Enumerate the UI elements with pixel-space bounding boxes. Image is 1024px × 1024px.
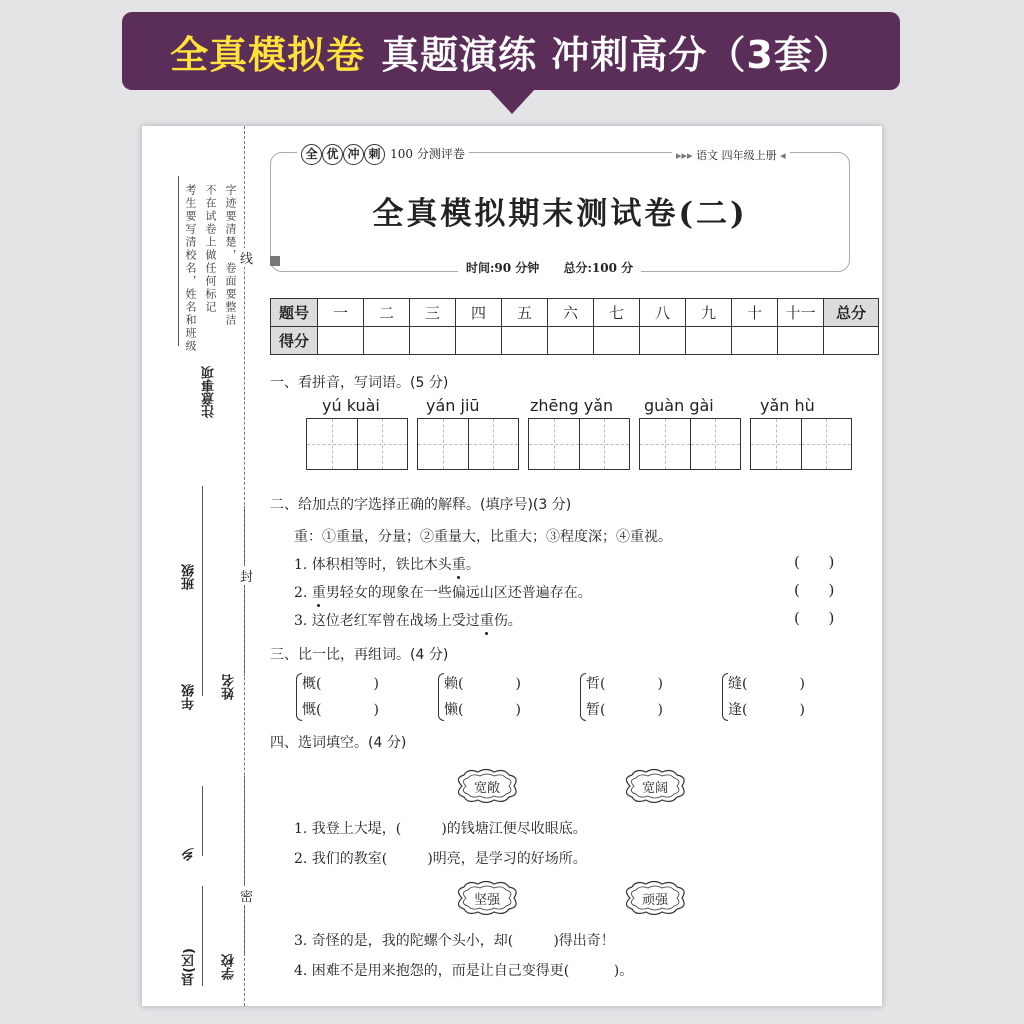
county-label: 县(区)	[182, 948, 197, 986]
school-label: 学校	[222, 954, 237, 980]
pinyin-3: zhēng yǎn	[530, 396, 614, 415]
q4-item-2: 2. 我们的教室( )明亮，是学习的好场所。	[294, 851, 587, 867]
score-col: 九	[686, 299, 732, 327]
q4-item-3: 3. 奇怪的是，我的陀螺个头小，却( )得出奇！	[294, 933, 615, 949]
exam-title: 全真模拟期末测试卷(二)	[372, 196, 748, 232]
q2-definition: 重：①重量，分量；②重量大，比重大；③程度深；④重视。	[294, 529, 672, 545]
township-field[interactable]	[202, 786, 203, 856]
exam-total: 总分:100 分	[563, 261, 634, 275]
score-col: 十	[732, 299, 778, 327]
score-col: 十一	[778, 299, 824, 327]
score-col: 四	[456, 299, 502, 327]
notice-label: 注意事项	[202, 366, 217, 418]
pinyin-5: yǎn hù	[760, 396, 815, 415]
score-cell[interactable]	[594, 327, 640, 355]
q1-title: 一、看拼音，写词语。(5 分)	[270, 375, 449, 391]
notice-line-3: 字迹要清楚，卷面要整洁	[224, 184, 237, 327]
score-row-label: 题号	[271, 299, 318, 327]
score-cell[interactable]	[824, 327, 879, 355]
score-col: 三	[410, 299, 456, 327]
promo-banner	[122, 12, 900, 90]
county-field[interactable]	[202, 886, 203, 986]
notice-line-1: 考生要写清校名，姓名和班级	[184, 184, 197, 353]
writing-grid[interactable]	[417, 418, 519, 470]
class-field[interactable]	[202, 486, 203, 636]
score-cell[interactable]	[502, 327, 548, 355]
pinyin-2: yán jiū	[426, 396, 480, 415]
word-option: 宽阔	[641, 781, 668, 796]
score-col: 一	[318, 299, 364, 327]
q2-item-1: 1. 体积相等时，铁比木头重。	[294, 557, 480, 573]
score-col: 六	[548, 299, 594, 327]
exam-time: 时间:90 分钟	[466, 261, 540, 275]
score-total-label: 总分	[824, 299, 879, 327]
q4-title: 四、选词填空。(4 分)	[270, 735, 407, 751]
compare-pair: 概( ) 慨( )	[296, 671, 379, 723]
line-char: 线	[240, 248, 253, 267]
score-cell[interactable]	[686, 327, 732, 355]
writing-grid[interactable]	[528, 418, 630, 470]
header-corner-mark	[270, 256, 280, 266]
writing-grid[interactable]	[306, 418, 408, 470]
left-arrow-icon: ◂	[780, 149, 786, 162]
score-cell[interactable]	[778, 327, 824, 355]
banner-highlight: 全真模拟卷	[170, 32, 366, 77]
score-cell[interactable]	[318, 327, 364, 355]
writing-grid[interactable]	[639, 418, 741, 470]
score-col: 五	[502, 299, 548, 327]
word-option-cloud	[620, 880, 690, 916]
q4-item-1: 1. 我登上大堤，( )的钱塘江便尽收眼底。	[294, 821, 587, 837]
grade-label: 年级	[182, 684, 197, 710]
q2-item-3: 3. 这位老红军曾在战场上受过重伤。	[294, 613, 522, 629]
series-chip: 全	[301, 144, 322, 165]
score-col: 八	[640, 299, 686, 327]
subject-label: 语文 四年级上册	[696, 149, 777, 162]
mi-char: 密	[240, 886, 253, 905]
answer-paren[interactable]: ( )	[794, 609, 835, 627]
seal-char: 封	[240, 566, 253, 585]
score-row-label: 得分	[271, 327, 318, 355]
score-value-row	[271, 327, 879, 355]
grade-field[interactable]	[202, 626, 203, 696]
q2-title: 二、给加点的字选择正确的解释。(填序号)(3 分)	[270, 497, 572, 513]
word-option-cloud	[452, 880, 522, 916]
banner-pointer	[488, 88, 536, 114]
word-option-cloud	[452, 768, 522, 804]
series-chip: 优	[322, 144, 343, 165]
series-label: 100 分测评卷	[390, 147, 465, 161]
township-label: 乡	[182, 848, 197, 861]
series-tag	[297, 143, 469, 165]
name-label: 姓名	[222, 674, 237, 700]
score-cell[interactable]	[548, 327, 594, 355]
series-chip: 冲	[343, 144, 364, 165]
subject-tag	[672, 147, 790, 163]
series-chip: 刺	[364, 144, 385, 165]
class-label: 班级	[182, 564, 197, 590]
pinyin-1: yú kuài	[322, 396, 380, 415]
compare-pair: 赖( ) 懒( )	[438, 671, 521, 723]
score-cell[interactable]	[456, 327, 502, 355]
answer-paren[interactable]: ( )	[794, 553, 835, 571]
score-cell[interactable]	[640, 327, 686, 355]
q2-item-2: 2. 重男轻女的现象在一些偏远山区还普遍存在。	[294, 585, 592, 601]
q3-title: 三、比一比，再组词。(4 分)	[270, 647, 449, 663]
pinyin-4: guàn gài	[644, 396, 714, 415]
q4-item-4: 4. 困难不是用来抱怨的，而是让自己变得更( )。	[294, 963, 634, 979]
notice-line-2: 不在试卷上做任何标记	[204, 184, 217, 314]
word-option: 顽强	[641, 893, 668, 908]
compare-pair: 缝( ) 逢( )	[722, 671, 805, 723]
compare-pair: 哲( ) 暂( )	[580, 671, 663, 723]
score-col: 二	[364, 299, 410, 327]
score-header-row	[271, 299, 879, 327]
exam-meta	[458, 259, 641, 276]
score-cell[interactable]	[732, 327, 778, 355]
writing-grid[interactable]	[750, 418, 852, 470]
word-option: 宽敞	[473, 781, 500, 796]
score-cell[interactable]	[364, 327, 410, 355]
answer-paren[interactable]: ( )	[794, 581, 835, 599]
banner-text: 真题演练 冲刺高分（3套）	[381, 32, 852, 77]
score-cell[interactable]	[410, 327, 456, 355]
word-option: 坚强	[473, 893, 500, 908]
exam-paper	[142, 126, 882, 1006]
score-col: 七	[594, 299, 640, 327]
notice-bracket	[178, 176, 179, 346]
arrows-icon: ▸▸▸	[676, 149, 693, 162]
word-option-cloud	[620, 768, 690, 804]
score-table	[270, 298, 879, 355]
